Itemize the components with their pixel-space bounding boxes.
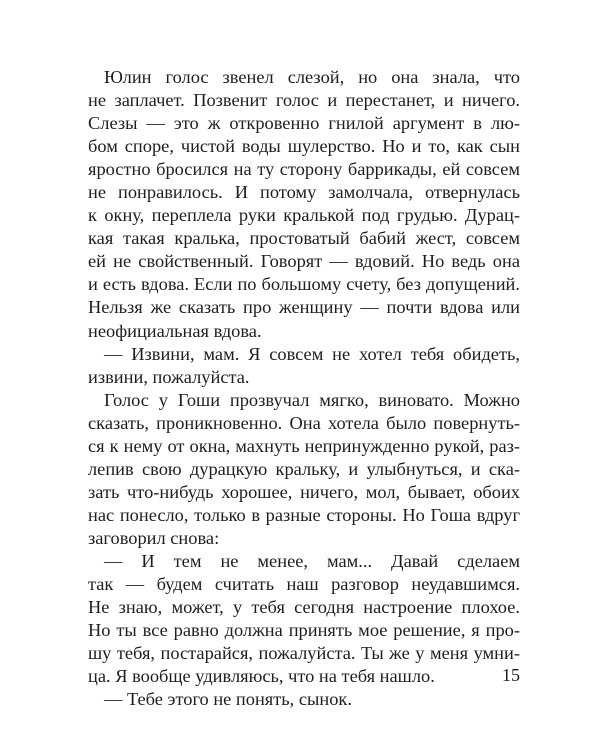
page-number: 15 [502, 665, 520, 685]
text-line: кая такая кралька, простоватый бабий жест, совсем [88, 228, 520, 249]
body-text [88, 66, 520, 711]
text-line: яростно бросился на ту сторону баррикады, ей совсем [88, 159, 520, 180]
text-line: шу тебя, постарайся, пожалуйста. Ты же у меня умни- [88, 643, 520, 664]
text-line: неофициальная вдова. [88, 320, 262, 341]
text-line: зать что-нибудь хорошее, ничего, мол, бывает, обоих [88, 481, 520, 502]
text-line: бом споре, чистой воды шулерство. Но и то, как сын [88, 136, 520, 157]
text-line: извини, пожалуйста. [88, 366, 250, 387]
text-line: к окну, переплела руки кралькой под грудью. Дурац- [88, 205, 520, 226]
text-line: Не знаю, может, у тебя сегодня настроение плохое. [88, 597, 520, 618]
text-line: не понравилось. И потому замолчала, отвернулась [88, 182, 520, 203]
text-line: — Извини, мам. Я совсем не хотел тебя обидеть, [104, 343, 520, 364]
text-line: лепив свою дурацкую кральку, и улыбнуться, и ска- [88, 458, 520, 479]
text-line: сказать, проникновенно. Она хотела было повернуть- [88, 412, 520, 433]
text-line: Слезы — это ж откровенно гнилой аргумент в лю- [88, 113, 520, 134]
text-line: — Тебе этого не понять, сынок. [104, 689, 352, 710]
text-line: так — будем считать наш разговор неудавшимся. [88, 574, 520, 595]
text-line: ей не свойственный. Говорят — вдовий. Но ведь она [88, 251, 520, 272]
text-line: Нельзя же сказать про женщину — почти вдова или [88, 297, 520, 318]
text-line: Но ты все равно должна принять мое решение, я про- [88, 620, 520, 641]
text-line: Юлин голос звенел слезой, но она знала, что [104, 67, 520, 87]
text-line: ца. Я вообще удивляюсь, что на тебя нашло. [88, 666, 435, 687]
text-line: нас понесло, только в разные стороны. Но Гоша вдруг [88, 504, 520, 525]
text-line: ся к нему от окна, махнуть непринужденно рукой, раз- [88, 435, 520, 456]
text-line: заговорил снова: [88, 527, 220, 548]
text-line: — И тем не менее, мам... Давай сделаем [104, 550, 520, 571]
text-line: и есть вдова. Если по большому счету, без допущений. [88, 274, 520, 295]
text-line: Голос у Гоши прозвучал мягко, виновато. Можно [104, 389, 520, 410]
text-line: не заплачет. Позвенит голос и перестанет, и ничего. [88, 90, 520, 111]
